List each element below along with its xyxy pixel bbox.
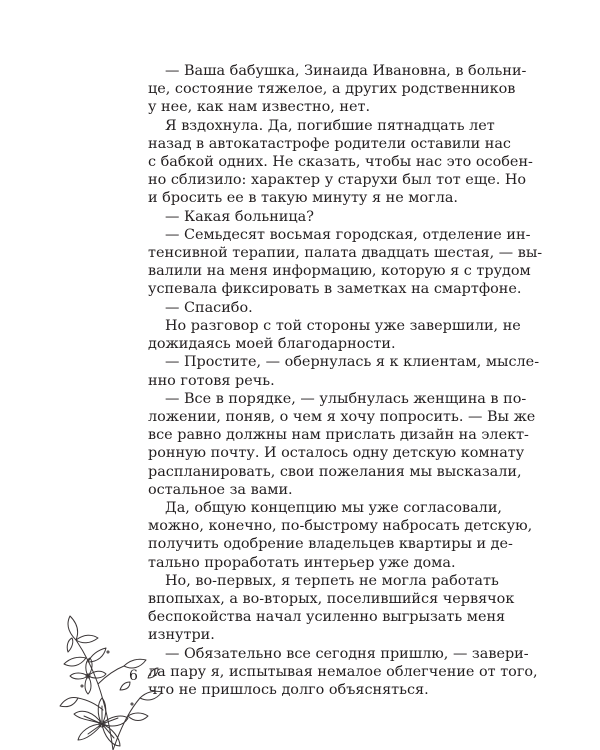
text-line: ронную почту. И осталось одну детскую комнату	[148, 445, 525, 462]
text-line: у нее, как нам известно, нет.	[148, 99, 371, 116]
text-line: Да, общую концепцию мы уже согласовали,	[165, 499, 502, 516]
text-line: все равно должны нам прислать дизайн на элект-	[148, 427, 529, 444]
text-line: — Какая больница?	[165, 208, 314, 225]
text-line: це, состояние тяжелое, а других родственников	[148, 81, 516, 98]
text-line: — Семьдесят восьмая городская, отделение ин-	[165, 226, 531, 243]
text-line: впопыхах, а во-вторых, поселившийся червячок	[148, 590, 515, 607]
text-line: что не пришлось долго объясняться.	[148, 682, 429, 698]
text-line: — Спасибо.	[165, 299, 253, 316]
text-line: но сблизило: характер у старухи был тот еще. Но	[148, 172, 527, 189]
page-number: 6	[129, 667, 138, 684]
text-line: можно, конечно, по-быстрому набросать детскую,	[148, 518, 533, 535]
text-line: успевала фиксировать в заметках на смартфоне.	[148, 281, 522, 298]
text-line: назад в автокатастрофе родители оставили нас	[148, 135, 511, 152]
text-line: беспокойства начал усиленно выгрызать меня	[148, 609, 506, 626]
text-line: — Обязательно все сегодня пришлю, — завери-	[165, 645, 529, 662]
text-line: ложении, поняв, о чем я хочу попросить. — Вы же	[148, 408, 536, 425]
text-line: Я вздохнула. Да, погибшие пятнадцать лет	[165, 117, 495, 134]
text-line: тально проработать интерьер уже дома.	[148, 554, 456, 571]
text-line: получить одобрение владельцев квартиры и де-	[148, 536, 513, 553]
text-line: нно готовя речь.	[148, 372, 275, 389]
text-line: дожидаясь моей благодарности.	[148, 336, 396, 353]
text-line: остальное за вами.	[148, 481, 293, 498]
text-line: изнутри.	[148, 627, 215, 644]
text-line: валили на меня информацию, которую я с трудом	[148, 263, 531, 280]
text-line: распланировать, свои пожелания мы высказали,	[148, 463, 522, 480]
text-line: — Ваша бабушка, Зинаида Ивановна, в больни-	[165, 63, 527, 79]
text-line: тенсивной терапии, палата двадцать шестая, — вы-	[148, 245, 543, 262]
text-line: — Все в порядке, — улыбнулась женщина в по-	[165, 390, 527, 407]
text-line: Но разговор с той стороны уже завершили, не	[165, 317, 521, 334]
text-line: — Простите, — обернулась я к клиентам, мысле-	[165, 354, 540, 371]
text-line: ла пару я, испытывая немалое облегчение от того,	[148, 663, 538, 680]
text-line: Но, во-первых, я терпеть не могла работать	[165, 572, 499, 589]
text-line: с бабкой одних. Не сказать, чтобы нас это особен-	[148, 154, 533, 171]
floral-corner-ornament-icon	[58, 612, 168, 750]
text-line: и бросить ее в такую минуту я не могла.	[148, 190, 458, 207]
